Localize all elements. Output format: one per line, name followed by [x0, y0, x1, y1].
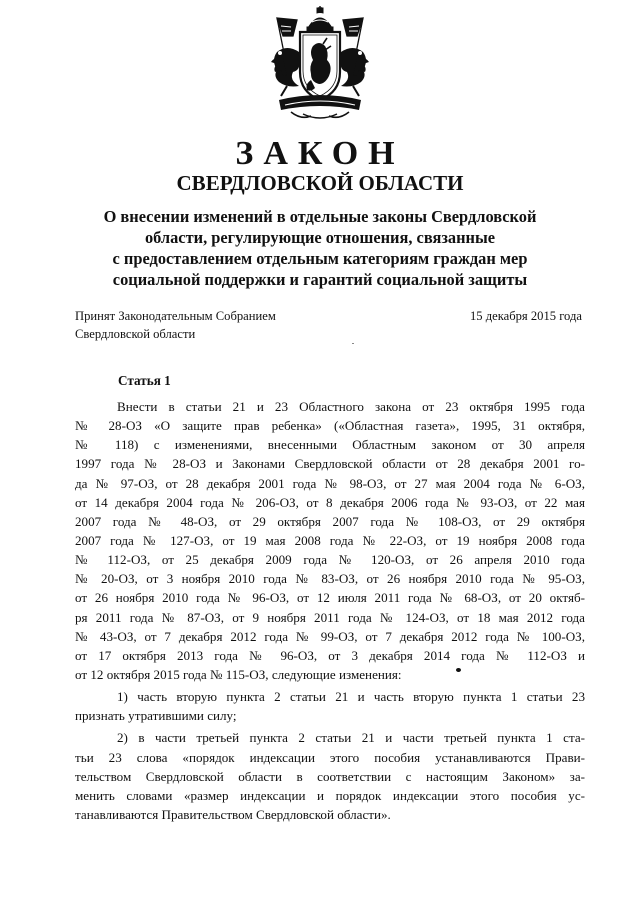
text-line: 2007 года № 48-ОЗ, от 29 октября 2007 года № 108-ОЗ, от 29 октября [75, 513, 585, 529]
subject-line: с предоставлением отдельным категориям граждан мер [112, 249, 528, 268]
intro-paragraph [75, 397, 585, 684]
item-1-paragraph [75, 687, 585, 725]
subject-line: области, регулирующие отношения, связанные [144, 228, 496, 247]
text-line: 1997 года № 28-ОЗ и Законами Свердловской области от 28 декабря 2001 го- [75, 456, 585, 472]
adopted-by-line: Принят Законодательным Собранием [75, 309, 276, 323]
text-line: признать утратившими силу; [75, 708, 237, 724]
subject-line: социальной поддержки и гарантий социальной защиты [112, 270, 528, 289]
text-line: № 118) с изменениями, внесенными Областным законом от 30 апреля [75, 437, 585, 453]
text-line: № 112-ОЗ, от 25 декабря 2009 года № 120-ОЗ, от 26 апреля 2010 года [75, 552, 585, 568]
text-line: менить словами «размер индексации и порядок индексации этого пособия ус- [75, 787, 585, 803]
text-line: № 28-ОЗ «О защите прав ребенка» («Областная газета», 1995, 31 октября, [75, 418, 585, 434]
article-body [75, 397, 585, 824]
text-line: № 43-ОЗ, от 7 декабря 2012 года № 99-ОЗ, от 7 декабря 2012 года № 100-ОЗ, [75, 628, 585, 644]
text-line: да № 97-ОЗ, от 28 декабря 2001 года № 98-ОЗ, от 27 мая 2004 года № 6-ОЗ, [75, 475, 585, 491]
text-line: от 12 октября 2015 года № 115-ОЗ, следующие изменения: [75, 666, 402, 682]
item-2-paragraph [75, 728, 585, 824]
scan-speck [352, 343, 354, 344]
region-title: СВЕРДЛОВСКОЙ ОБЛАСТИ [176, 171, 464, 195]
sverdlovsk-coat-of-arms-emblem [263, 6, 377, 124]
text-line: Внести в статьи 21 и 23 Областного закона от 23 октября 1995 года [117, 399, 585, 414]
adopted-date: 15 декабря 2015 года [469, 309, 582, 323]
text-line: 2) в части третьей пункта 2 статьи 21 и части третьей пункта 1 ста- [117, 730, 585, 746]
text-line: от 17 октября 2013 года № 96-ОЗ, от 3 декабря 2014 года № 112-ОЗ и [75, 647, 585, 663]
text-line: № 20-ОЗ, от 3 ноября 2010 года № 83-ОЗ, от 26 ноября 2010 года № 95-ОЗ, [75, 571, 585, 587]
text-line: 2007 года № 127-ОЗ, от 19 мая 2008 года № 22-ОЗ, от 19 ноября 2008 года [75, 532, 585, 548]
text-line: танавливаются Правительством Свердловской области». [75, 806, 391, 822]
adopted-by [75, 307, 276, 343]
text-line: 1) часть вторую пункта 2 статьи 21 и часть вторую пункта 1 статьи 23 [117, 689, 585, 705]
text-line: тельством Свердловской области в соответствии с настоящим Законом» за- [75, 768, 585, 784]
text-line: тьи 23 слова «порядок индексации этого пособия устанавливаются Прави- [75, 749, 585, 765]
subject-line: О внесении изменений в отдельные законы Свердловской [103, 207, 537, 226]
text-line: ря 2011 года № 87-ОЗ, от 9 ноября 2011 года № 124-ОЗ, от 18 мая 2012 года [75, 609, 585, 625]
article-heading: Статья 1 [118, 373, 171, 388]
text-line: от 26 ноября 2010 года № 96-ОЗ, от 12 июля 2011 года № 68-ОЗ, от 20 октяб- [75, 590, 585, 606]
ink-dot-mark [456, 668, 461, 672]
adopted-by-line: Свердловской области [75, 327, 196, 341]
text-line: от 14 декабря 2004 года № 206-ОЗ, от 8 декабря 2006 года № 93-ОЗ, от 22 мая [75, 494, 585, 510]
law-title: ЗАКОН [235, 135, 405, 172]
law-subject [80, 206, 560, 290]
